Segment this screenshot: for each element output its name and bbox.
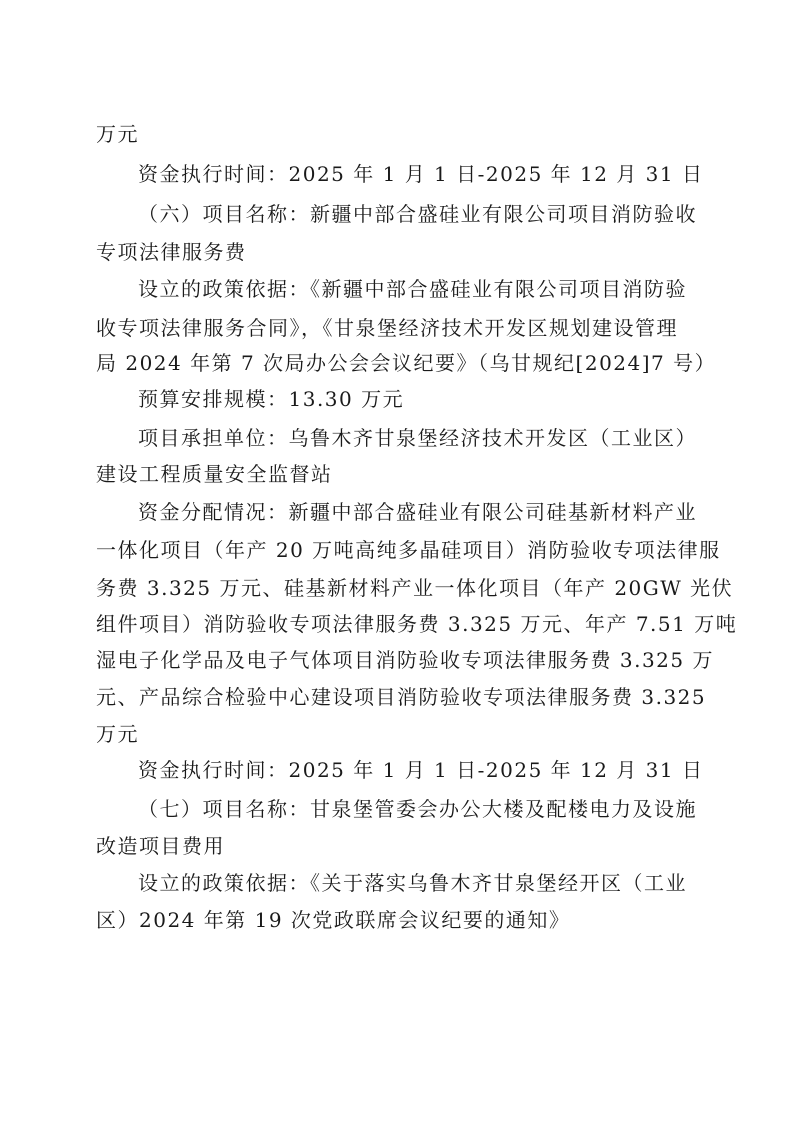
text-line: 专项法律服务费 bbox=[96, 240, 247, 264]
text-line: 改造项目费用 bbox=[96, 834, 225, 858]
text-line: 万元 bbox=[96, 722, 139, 746]
text-line: 一体化项目（年产 20 万吨高纯多晶硅项目）消防验收专项法律服 bbox=[96, 538, 721, 562]
text-line: 资金分配情况：新疆中部合盛硅业有限公司硅基新材料产业 bbox=[138, 500, 697, 524]
text-line: 局 2024 年第 7 次局办公会会议纪要》（乌甘规纪[2024]7 号） bbox=[96, 351, 717, 375]
section-heading: （六）项目名称：新疆中部合盛硅业有限公司项目消防验收 bbox=[138, 202, 697, 226]
text-line: 资金执行时间：2025 年 1 月 1 日-2025 年 12 月 31 日 bbox=[138, 758, 704, 782]
text-line: 万元 bbox=[96, 122, 139, 146]
text-line: 项目承担单位：乌鲁木齐甘泉堡经济技术开发区（工业区） bbox=[138, 426, 697, 450]
text-line: 务费 3.325 万元、硅基新材料产业一体化项目（年产 20GW 光伏 bbox=[96, 576, 734, 600]
section-heading: （七）项目名称：甘泉堡管委会办公大楼及配楼电力及设施 bbox=[138, 797, 697, 821]
text-line: 建设工程质量安全监督站 bbox=[96, 462, 333, 486]
text-line: 湿电子化学品及电子气体项目消防验收专项法律服务费 3.325 万 bbox=[96, 648, 714, 672]
text-line: 元、产品综合检验中心建设项目消防验收专项法律服务费 3.325 bbox=[96, 685, 707, 709]
text-line: 组件项目）消防验收专项法律服务费 3.325 万元、年产 7.51 万吨 bbox=[96, 612, 738, 636]
text-line: 设立的政策依据：《关于落实乌鲁木齐甘泉堡经开区（工业 bbox=[138, 871, 687, 895]
text-line: 收专项法律服务合同》，《甘泉堡经济技术开发区规划建设管理 bbox=[96, 316, 678, 340]
text-line: 设立的政策依据：《新疆中部合盛硅业有限公司项目消防验 bbox=[138, 277, 687, 301]
text-line: 预算安排规模：13.30 万元 bbox=[138, 387, 405, 411]
text-line: 区）2024 年第 19 次党政联席会议纪要的通知》 bbox=[96, 908, 571, 932]
text-line: 资金执行时间：2025 年 1 月 1 日-2025 年 12 月 31 日 bbox=[138, 162, 704, 186]
